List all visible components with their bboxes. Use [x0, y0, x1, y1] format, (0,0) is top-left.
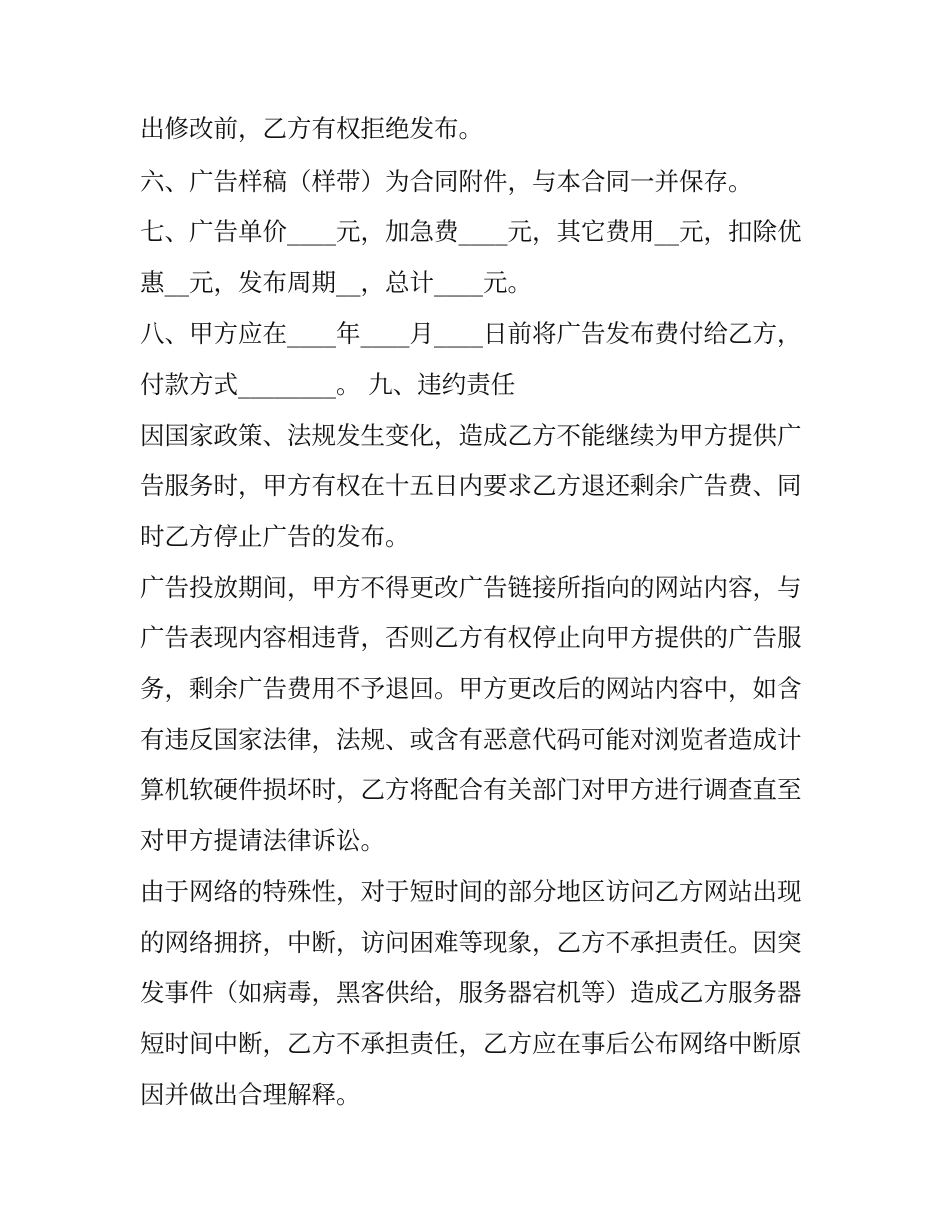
clause-6-line: 六、广告样稿（样带）为合同附件，与本合同一并保存。	[140, 167, 753, 196]
paragraph-line: 告服务时，甲方有权在十五日内要求乙方退还剩余广告费、同	[140, 471, 802, 500]
paragraph-line: 因国家政策、法规发生变化，造成乙方不能继续为甲方提供广	[140, 421, 802, 450]
paragraph-line: 对甲方提请法律诉讼。	[140, 826, 385, 855]
paragraph-line: 时乙方停止广告的发布。	[140, 522, 410, 551]
paragraph-line: 算机软硬件损坏时，乙方将配合有关部门对甲方进行调查直至	[140, 775, 802, 804]
paragraph-line: 广告表现内容相违背，否则乙方有权停止向甲方提供的广告服	[140, 623, 802, 652]
paragraph-line: 广告投放期间，甲方不得更改广告链接所指向的网站内容，与	[140, 573, 802, 602]
clause-7-line: 七、广告单价____元，加急费____元，其它费用__元，扣除优	[140, 217, 802, 246]
paragraph-line: 短时间中断，乙方不承担责任，乙方应在事后公布网络中断原	[140, 1029, 802, 1058]
paragraph-line: 因并做出合理解释。	[140, 1080, 361, 1109]
paragraph-line: 有违反国家法律，法规、或含有恶意代码可能对浏览者造成计	[140, 725, 802, 754]
paragraph-line: 发事件（如病毒，黑客供给，服务器宕机等）造成乙方服务器	[140, 978, 802, 1007]
text-line: 出修改前，乙方有权拒绝发布。	[140, 114, 483, 143]
paragraph-line: 务，剩余广告费用不予退回。甲方更改后的网站内容中，如含	[140, 674, 802, 703]
paragraph-line: 的网络拥挤，中断，访问困难等现象，乙方不承担责任。因突	[140, 928, 802, 957]
clause-8-line: 八、甲方应在____年____月____日前将广告发布费付给乙方，	[140, 319, 802, 348]
paragraph-line: 由于网络的特殊性，对于短时间的部分地区访问乙方网站出现	[140, 877, 802, 906]
text-line: 惠__元，发布周期__，总计____元。	[140, 268, 532, 297]
clause-9-heading-line: 付款方式________。 九、违约责任	[140, 370, 516, 399]
